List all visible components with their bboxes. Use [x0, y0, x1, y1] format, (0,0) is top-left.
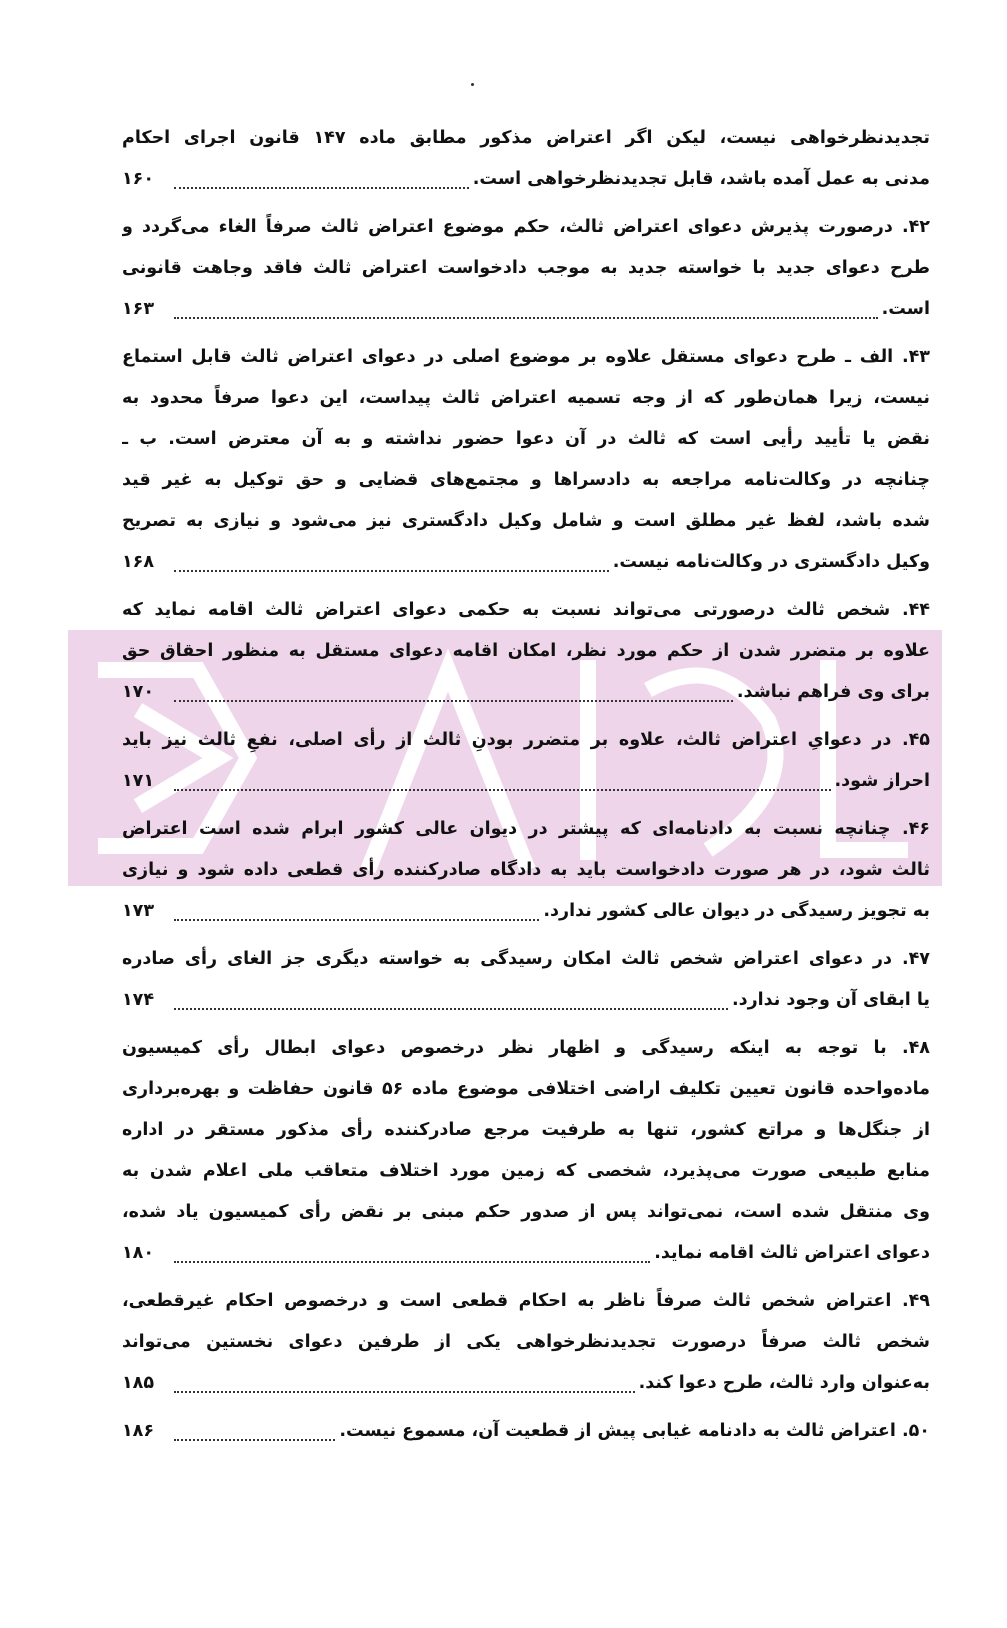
toc-entry [122, 337, 930, 583]
table-of-contents [122, 118, 930, 1459]
toc-entry [122, 590, 930, 713]
toc-leader-line [122, 761, 930, 802]
page-number: ۱۶۳ [122, 299, 155, 319]
toc-line-text: برای وی فراهم نباشد. [736, 682, 930, 702]
dot-leader [174, 1391, 635, 1393]
page-number: ۱۷۴ [122, 990, 155, 1010]
toc-line-text: یا ابقای آن وجود ندارد. [731, 990, 930, 1010]
toc-line-text: ۵۰. اعتراض ثالث به دادنامه غیابی پیش از قطعیت آن، مسموع نیست. [339, 1421, 930, 1441]
dot-leader [174, 570, 609, 572]
toc-line: ۴۳. الف ـ طرح دعوای مستقل علاوه بر موضوع اصلی در دعوای اعتراض ثالث قابل استماع [122, 347, 930, 367]
toc-line-text: وکیل دادگستری در وکالت‌نامه نیست. [612, 552, 930, 572]
toc-leader-line [122, 891, 930, 932]
toc-leader-line [122, 672, 930, 713]
toc-line: تجدیدنظرخواهی نیست، لیکن اگر اعتراض مذکور مطابق ماده ۱۴۷ قانون اجرای احکام [122, 128, 930, 148]
toc-entry [122, 118, 930, 200]
toc-line: ۴۲. درصورت پذیرش دعوای اعتراض ثالث، حکم موضوع اعتراض ثالث صرفاً الغاء می‌گردد و [122, 217, 930, 237]
dot-leader [174, 1008, 728, 1010]
toc-line: ۴۵. در دعوایِ اعتراض ثالث، علاوه بر متضرر بودنِ ثالث از رأی اصلی، نفعِ ثالث نیز باید [122, 730, 930, 750]
toc-entry [122, 1281, 930, 1404]
toc-line: وی منتقل شده است، نمی‌تواند پس از صدور حکم مبنی بر نقض رأی کمیسیون یاد شده، [122, 1202, 930, 1222]
toc-line-text: به‌عنوان وارد ثالث، طرح دعوا کند. [638, 1373, 930, 1393]
page-mark [471, 83, 474, 86]
page-number: ۱۸۵ [122, 1373, 155, 1393]
dot-leader [174, 919, 539, 921]
toc-line: شخص ثالث صرفاً درصورت تجدیدنظرخواهی یکی از طرفین دعوای نخستین می‌تواند [122, 1332, 930, 1352]
toc-line: طرح دعوای جدید با خواسته جدید به موجب دادخواست اعتراض ثالث فاقد وجاهت قانونی [122, 258, 930, 278]
page-number: ۱۶۰ [122, 169, 155, 189]
toc-line: ماده‌واحده قانون تعیین تکلیف اراضی اختلافی موضوع ماده ۵۶ قانون حفاظت و بهره‌برداری [122, 1079, 930, 1099]
page-number: ۱۷۳ [122, 901, 155, 921]
toc-leader-line [122, 1233, 930, 1274]
page-number: ۱۶۸ [122, 552, 155, 572]
toc-line: ۴۹. اعتراض شخص ثالث صرفاً ناظر به احکام قطعی است و درخصوص احکام غیرقطعی، [122, 1291, 930, 1311]
toc-line-text: دعوای اعتراض ثالث اقامه نماید. [654, 1243, 930, 1263]
toc-leader-line [122, 980, 930, 1021]
toc-line-text: مدنی به عمل آمده باشد، قابل تجدیدنظرخواهی است. [472, 169, 930, 189]
toc-line: نقض یا تأیید رأیی است که ثالث در آن دعوا حضور نداشته و به آن معترض است. ب ـ [122, 429, 930, 449]
toc-leader-line [122, 159, 930, 200]
page-number: ۱۷۰ [122, 682, 155, 702]
toc-line: منابع طبیعی صورت می‌پذیرد، شخصی که زمین مورد اختلاف متعاقب ملی اعلام شدن به [122, 1161, 930, 1181]
toc-line: علاوه بر متضرر شدن از حکم مورد نظر، امکان اقامه دعوای مستقل به منظور احقاق حق [122, 641, 930, 661]
page-number: ۱۸۰ [122, 1243, 155, 1263]
toc-line: ۴۴. شخص ثالث درصورتی می‌تواند نسبت به حکمی دعوای اعتراض ثالث اقامه نماید که [122, 600, 930, 620]
page-number: ۱۸۶ [122, 1421, 155, 1441]
page-number: ۱۷۱ [122, 771, 155, 791]
toc-line: ۴۷. در دعوای اعتراض شخص ثالث امکان رسیدگی به خواسته دیگری جز الغای رأی صادره [122, 949, 930, 969]
toc-entry [122, 809, 930, 932]
toc-line: ۴۸. با توجه به اینکه رسیدگی و اظهار نظر درخصوص دعوای ابطال رأی کمیسیون [122, 1038, 930, 1058]
toc-line: نیست، زیرا همان‌طور که از وجه تسمیه اعتراض ثالث پیداست، این دعوا صرفاً محدود به [122, 388, 930, 408]
toc-leader-line [122, 1411, 930, 1452]
toc-line-text: احراز شود. [834, 771, 930, 791]
dot-leader [174, 317, 878, 319]
toc-leader-line [122, 542, 930, 583]
dot-leader [174, 1439, 335, 1441]
toc-line: از جنگل‌ها و مراتع کشور، تنها به طرفیت مرجع صادرکننده رأی مذکور مستقر در اداره [122, 1120, 930, 1140]
toc-line: ۴۶. چنانچه نسبت به دادنامه‌ای که پیشتر در دیوان عالی کشور ابرام شده است اعتراض [122, 819, 930, 839]
dot-leader [174, 1261, 650, 1263]
toc-entry [122, 207, 930, 330]
toc-entry [122, 1028, 930, 1274]
toc-line: چنانچه در وکالت‌نامه مراجعه به دادسراها و مجتمع‌های قضایی و حق توکیل به غیر قید [122, 470, 930, 490]
toc-line: شده باشد، لفظ غیر مطلق است و شامل وکیل دادگستری نیز می‌شود و نیازی به تصریح [122, 511, 930, 531]
dot-leader [174, 187, 469, 189]
toc-entry [122, 1411, 930, 1452]
toc-leader-line [122, 1363, 930, 1404]
toc-line: ثالث شود، در هر صورت دادخواست باید به دادگاه صادرکننده رأی قطعی داده شود و نیازی [122, 860, 930, 880]
toc-line-text: به تجویز رسیدگی در دیوان عالی کشور ندارد. [543, 901, 930, 921]
toc-entry [122, 720, 930, 802]
toc-leader-line [122, 289, 930, 330]
toc-line-text: است. [881, 299, 930, 319]
dot-leader [174, 700, 733, 702]
toc-entry [122, 939, 930, 1021]
dot-leader [174, 789, 831, 791]
